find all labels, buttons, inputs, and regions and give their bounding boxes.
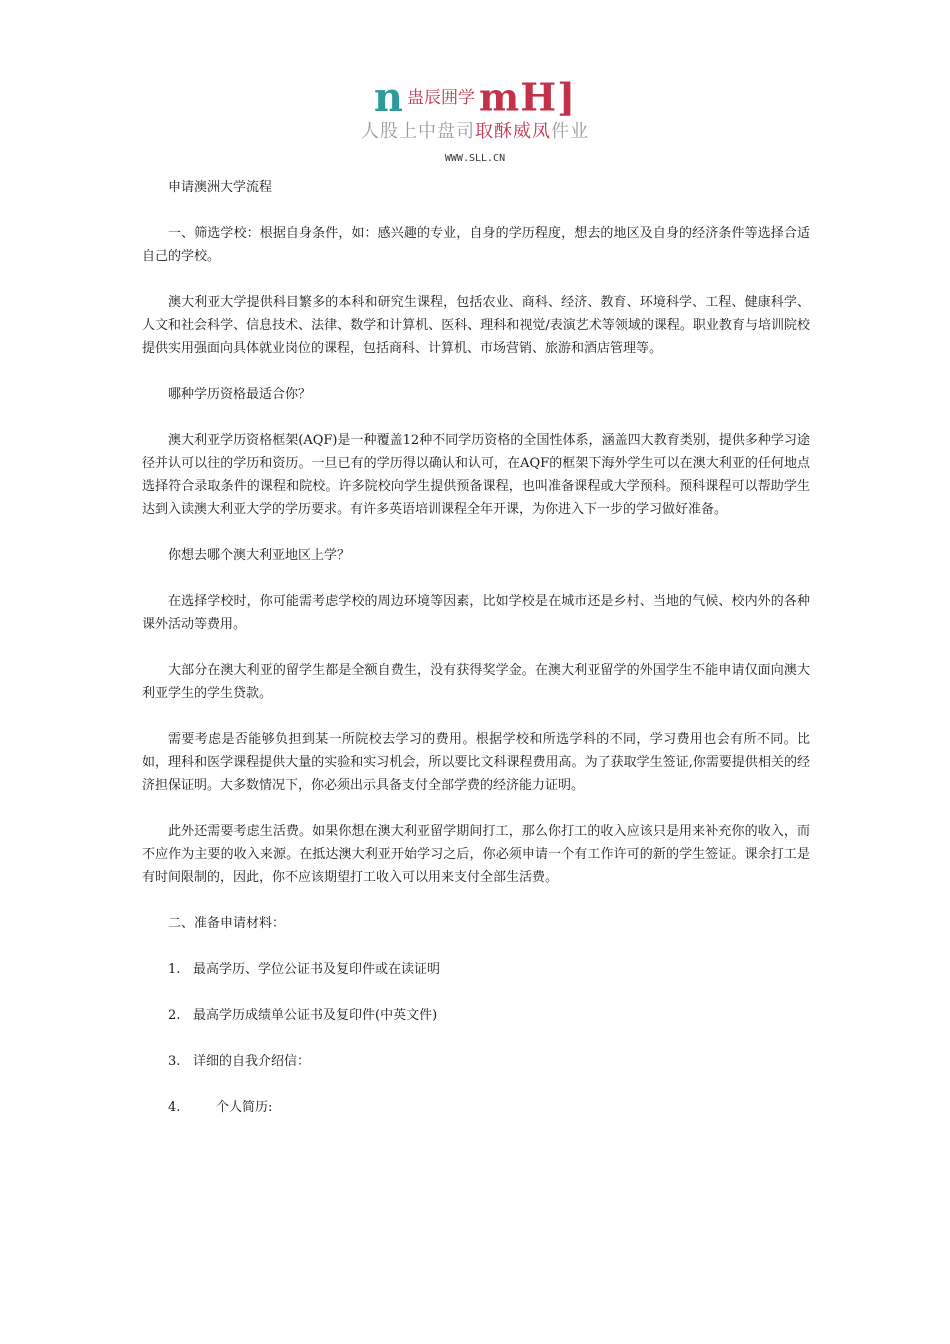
list-item-number: 4. [168, 1100, 181, 1115]
paragraph-tuition: 需要考虑是否能够负担到某一所院校去学习的费用。根据学校和所选学科的不同，学习费用也会有所不同。比如，理科和医学课程提供大量的实验和实习机会，所以要比文科课程费用高。为了获取学生签证,你需要提供相关的经济担保证明。大多数情况下，你必须出示具备支付全部学费的经济能力证明。 [142, 732, 810, 793]
site-logo [0, 73, 950, 144]
paragraph-step-one: 一、筛选学校：根据自身条件，如：感兴趣的专业，自身的学历程度，想去的地区及自身的经济条件等选择合适自己的学校。 [142, 226, 810, 264]
list-item-text: 详细的自我介绍信： [193, 1054, 311, 1069]
logo-tagline-grey: 人股上中盘司 [361, 121, 475, 142]
list-item [142, 1096, 810, 1119]
list-item [142, 1050, 810, 1073]
logo-mark-left: n [373, 73, 403, 121]
paragraph-courses: 澳大利亚大学提供科目繁多的本科和研究生课程，包括农业、商科、经济、教育、环境科学、工程、健康科学、人文和社会科学、信息技术、法律、数学和计算机、医科、理科和视觉/表演艺术等领域的课程。职业教育与培训院校提供实用强面向具体就业岗位的课程，包括商科、计算机、市场营销、旅游和酒店管理等。 [142, 295, 810, 356]
logo-mark-row [0, 73, 950, 121]
paragraph-self-funded: 大部分在澳大利亚的留学生都是全额自费生，没有获得奖学金。在澳大利亚留学的外国学生不能申请仅面向澳大利亚学生的学生贷款。 [142, 663, 810, 701]
list-item-number: 1. [168, 962, 181, 977]
paragraph-environment: 在选择学校时，你可能需考虑学校的周边环境等因素，比如学校是在城市还是乡村、当地的气候、校内外的各种课外活动等费用。 [142, 594, 810, 632]
paragraph-aqf: 澳大利亚学历资格框架(AQF)是一种覆盖12种不同学历资格的全国性体系，涵盖四大教育类别，提供多种学习途径并认可以往的学历和资历。一旦已有的学历得以确认和认可，在AQF的框架下海外学生可以在澳大利亚的任何地点选择符合录取条件的课程和院校。许多院校向学生提供预备课程，也叫准备课程或大学预科。预科课程可以帮助学生达到入读澳大利亚大学的学历要求。有许多英语培训课程全年开课，为你进入下一步的学习做好准备。 [142, 433, 810, 517]
site-url: WWW.SLL.CN [444, 153, 506, 164]
logo-text-small: 蛊辰囲学 [407, 87, 475, 108]
paragraph-step-two: 二、准备申请材料： [168, 916, 286, 931]
paragraph-question-qualification: 哪种学历资格最适合你？ [168, 387, 312, 402]
list-item-text: 个人简历: [216, 1100, 273, 1115]
list-item-number: 2. [168, 1008, 181, 1023]
list-item [142, 958, 810, 981]
list-item [142, 1004, 810, 1027]
document-title: 申请澳洲大学流程 [168, 180, 273, 195]
logo-mark-right: mH] [479, 74, 577, 120]
list-item-text: 最高学历、学位公证书及复印件或在读证明 [193, 962, 441, 977]
logo-tagline [0, 120, 950, 144]
list-item-number: 3. [168, 1054, 181, 1069]
document-body [142, 176, 810, 1142]
paragraph-living-costs: 此外还需要考虑生活费。如果你想在澳大利亚留学期间打工，那么你打工的收入应该只是用来补充你的收入，而不应作为主要的收入来源。在抵达澳大利亚开始学习之后，你必须申请一个有工作许可的新的学生签证。课余打工是有时间限制的，因此，你不应该期望打工收入可以用来支付全部生活费。 [142, 824, 810, 885]
logo-tagline-end: 件业 [551, 121, 589, 142]
list-item-text: 最高学历成绩单公证书及复印件(中英文件) [193, 1008, 438, 1023]
logo-tagline-red: 取酥威凤 [475, 121, 551, 142]
paragraph-question-region: 你想去哪个澳大利亚地区上学？ [168, 548, 351, 563]
